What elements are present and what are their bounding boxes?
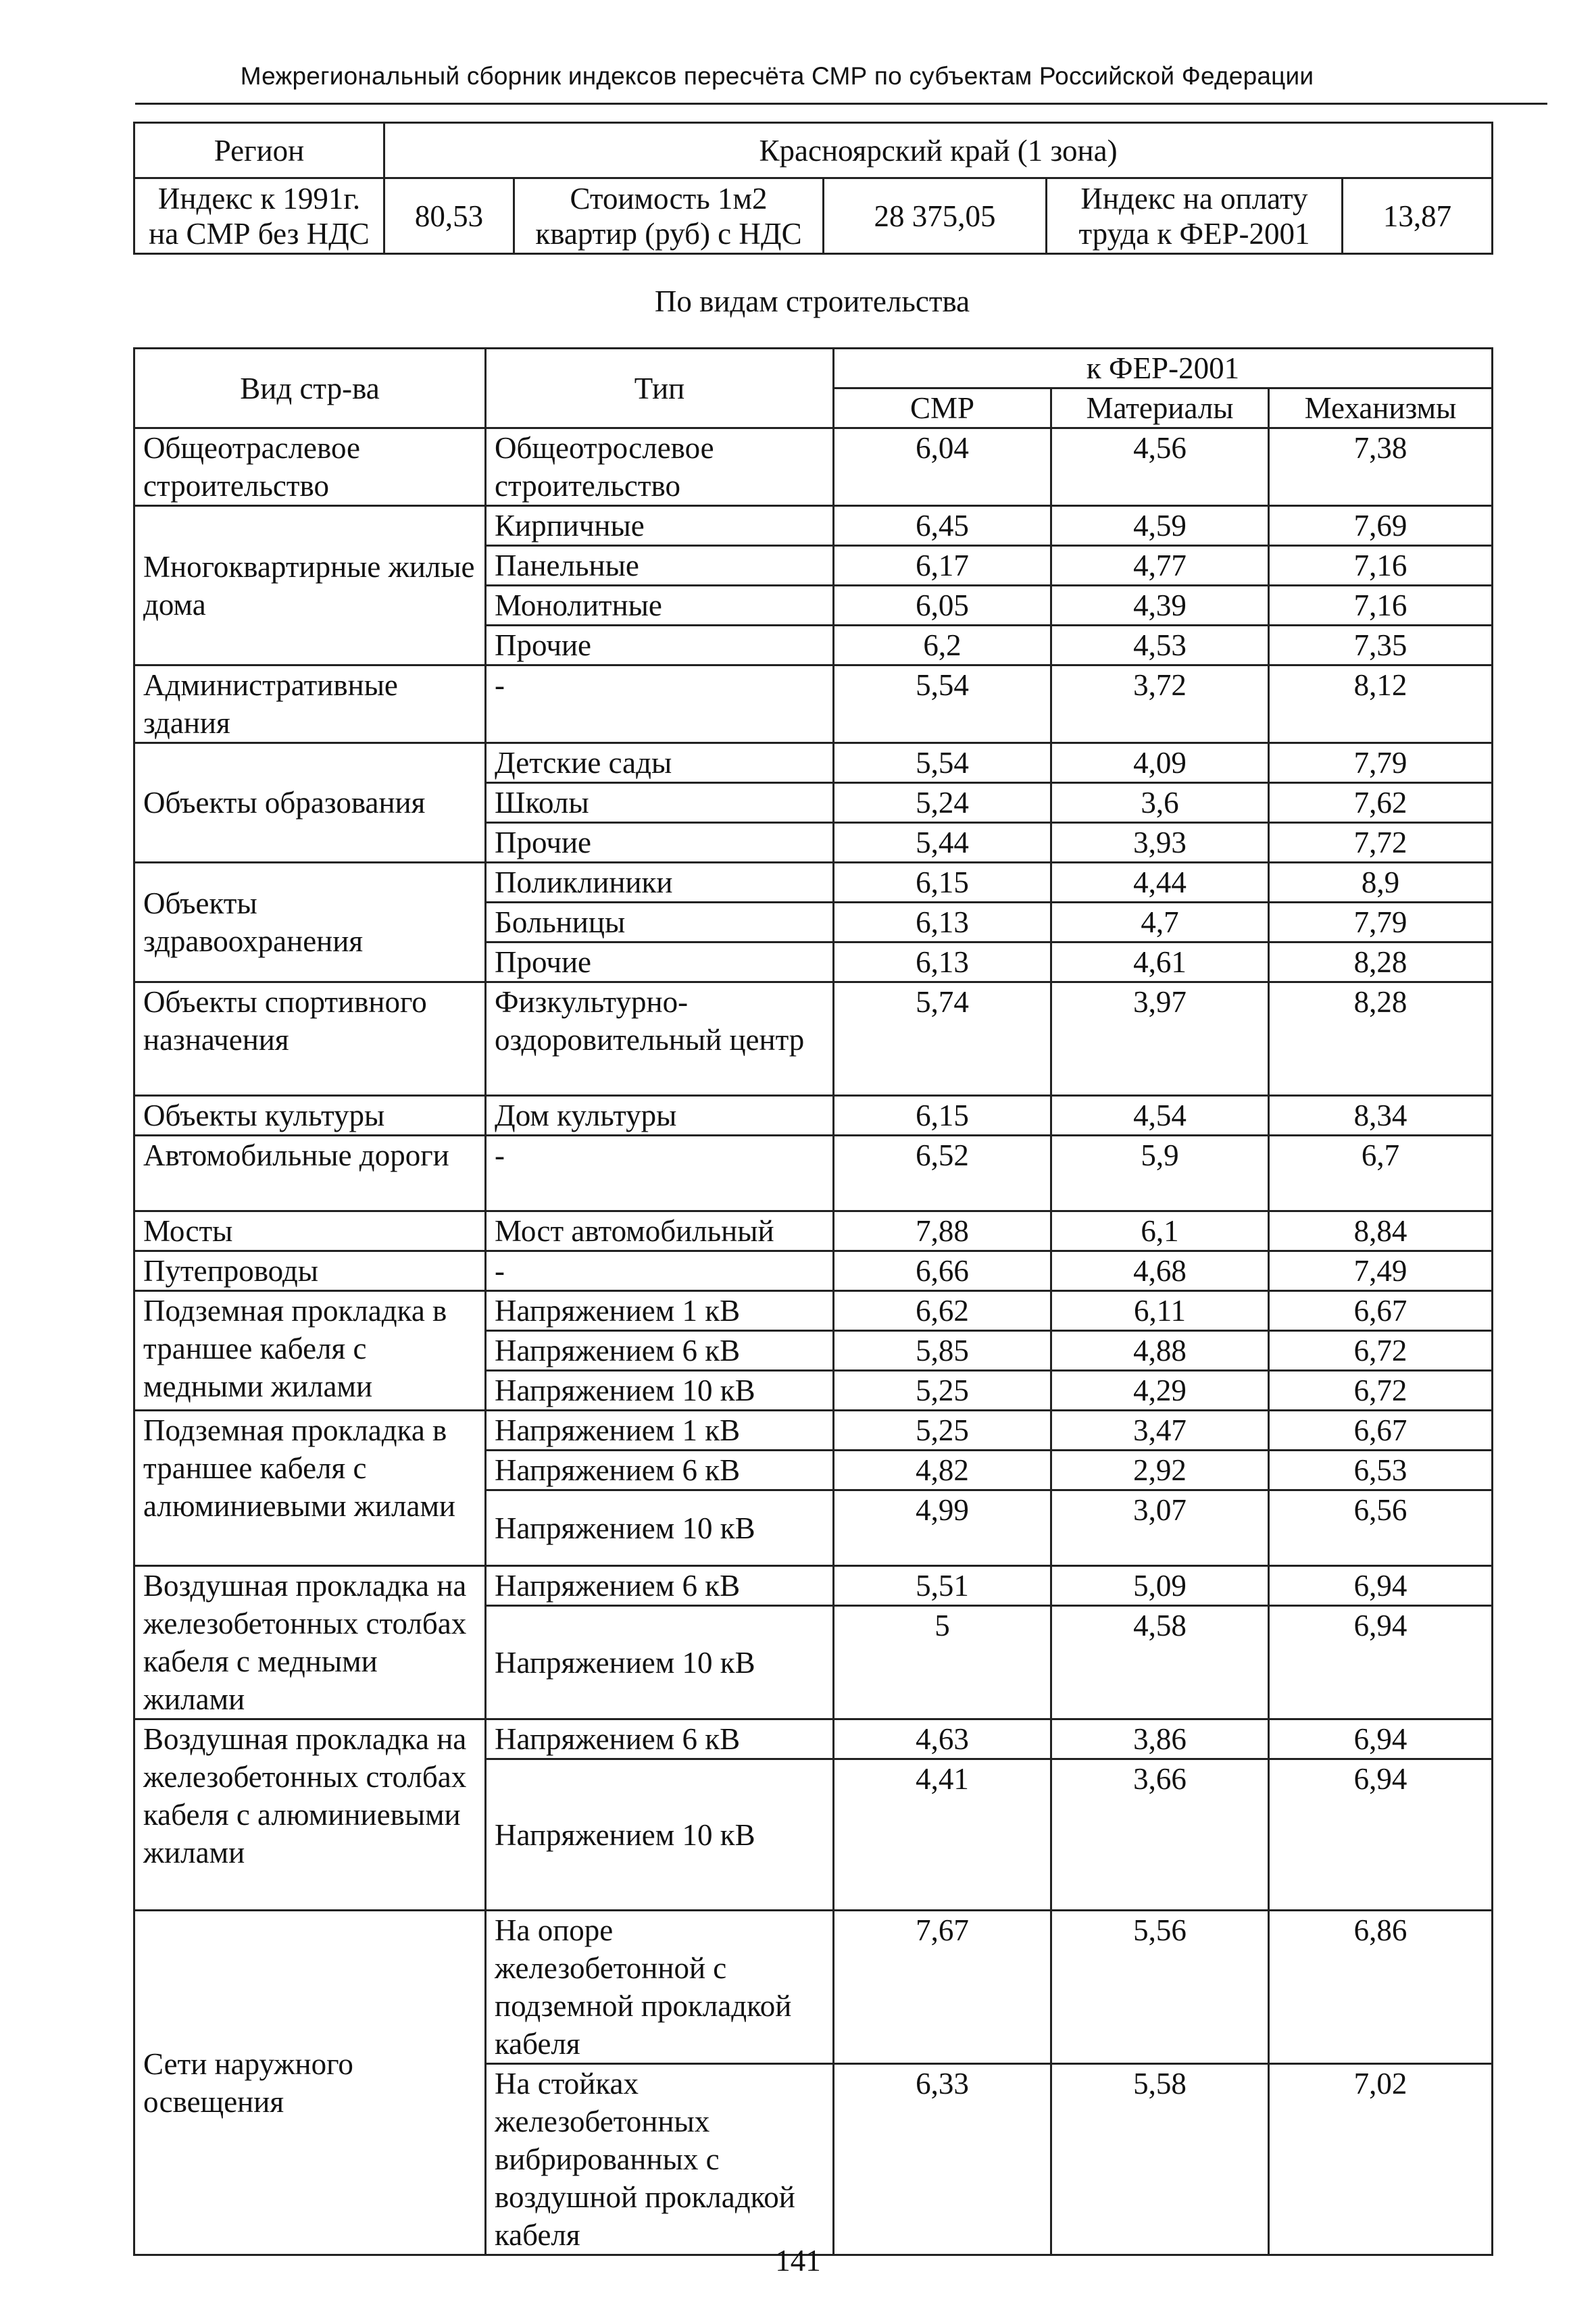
cell-machines: 7,49 [1269,1251,1493,1291]
cell-materials: 5,9 [1051,1136,1269,1211]
table-row [134,1211,1493,1251]
cell-materials: 2,92 [1051,1451,1269,1490]
cell-type: Больницы [486,903,834,942]
section-subtitle: По видам строительства [654,284,970,318]
cell-type: Физкультурно-оздоровительный центр [486,982,834,1096]
region-label: Регион [134,123,384,178]
cell-smr: 5 [834,1606,1051,1719]
cell-materials: 3,47 [1051,1411,1269,1451]
cell-smr: 4,82 [834,1451,1051,1490]
cell-machines: 6,94 [1269,1759,1493,1911]
column-header-materials: Материалы [1051,388,1269,428]
cell-machines: 6,94 [1269,1719,1493,1759]
column-header-type: Тип [486,349,834,428]
cell-type: Панельные [486,546,834,586]
cell-type: Напряжением 6 кВ [486,1331,834,1371]
cell-smr: 5,44 [834,823,1051,863]
cell-materials: 4,56 [1051,428,1269,506]
index-1991-label: Индекс к 1991г. на СМР без НДС [134,178,384,254]
cell-type: Детские сады [486,743,834,783]
cell-kind: Путепроводы [134,1251,486,1291]
table-row [134,863,1493,903]
cell-materials: 4,29 [1051,1371,1269,1411]
cell-machines: 7,79 [1269,743,1493,783]
index-table [133,347,1493,2256]
column-header-machines: Механизмы [1269,388,1493,428]
cell-machines: 6,67 [1269,1411,1493,1451]
cell-machines: 8,28 [1269,942,1493,982]
region-value: Красноярский край (1 зона) [384,123,1493,178]
column-header-group: к ФЕР-2001 [834,349,1493,388]
cell-smr: 5,85 [834,1331,1051,1371]
cell-type: Напряжением 10 кВ [486,1606,834,1719]
cell-materials: 5,58 [1051,2064,1269,2255]
cell-materials: 4,39 [1051,586,1269,626]
cell-type: Напряжением 6 кВ [486,1451,834,1490]
cell-materials: 5,56 [1051,1911,1269,2064]
header-rule [135,103,1547,105]
cell-materials: 5,09 [1051,1566,1269,1606]
table-row [134,428,1493,506]
cell-kind: Объекты спортивного назначения [134,982,486,1096]
cell-smr: 6,66 [834,1251,1051,1291]
cell-type: Напряжением 6 кВ [486,1566,834,1606]
cell-kind: Подземная прокладка в траншее кабеля с медными жилами [134,1291,486,1411]
cell-kind: Мосты [134,1211,486,1251]
cell-type: Напряжением 10 кВ [486,1490,834,1566]
cell-smr: 5,51 [834,1566,1051,1606]
cell-type: На стойках железобетонных вибрированных с воздушной прокладкой кабеля [486,2064,834,2255]
cell-smr: 6,13 [834,903,1051,942]
cell-type: Кирпичные [486,506,834,546]
table-row [134,1411,1493,1451]
cell-machines: 6,86 [1269,1911,1493,2064]
cell-machines: 8,28 [1269,982,1493,1096]
cell-materials: 3,97 [1051,982,1269,1096]
cell-materials: 4,88 [1051,1331,1269,1371]
cost-value: 28 375,05 [824,178,1047,254]
cell-materials: 3,07 [1051,1490,1269,1566]
cell-smr: 5,74 [834,982,1051,1096]
region-info-table [133,122,1493,255]
table-row [134,1911,1493,2064]
cell-machines: 7,69 [1269,506,1493,546]
cell-type: Прочие [486,942,834,982]
column-header-kind: Вид стр-ва [134,349,486,428]
index-1991-value: 80,53 [384,178,514,254]
cell-machines: 7,72 [1269,823,1493,863]
cell-machines: 8,34 [1269,1096,1493,1136]
cell-type: Мост автомобильный [486,1211,834,1251]
cell-machines: 8,12 [1269,665,1493,743]
table-row [134,982,1493,1096]
cell-machines: 7,16 [1269,546,1493,586]
cell-kind: Объекты культуры [134,1096,486,1136]
cell-machines: 6,94 [1269,1566,1493,1606]
cell-kind: Общеотраслевое строительство [134,428,486,506]
cell-materials: 4,61 [1051,942,1269,982]
table-row [134,1291,1493,1331]
cell-materials: 3,6 [1051,783,1269,823]
cell-type: - [486,1251,834,1291]
cell-machines: 8,84 [1269,1211,1493,1251]
cell-smr: 5,25 [834,1411,1051,1451]
cell-smr: 6,45 [834,506,1051,546]
cell-machines: 7,79 [1269,903,1493,942]
labor-index-value: 13,87 [1343,178,1493,254]
cell-machines: 6,72 [1269,1371,1493,1411]
cell-smr: 5,54 [834,743,1051,783]
page-number: 141 [775,2244,821,2278]
cell-machines: 7,62 [1269,783,1493,823]
cell-kind: Административные здания [134,665,486,743]
cell-smr: 6,62 [834,1291,1051,1331]
cell-type: Напряжением 1 кВ [486,1411,834,1451]
cell-materials: 4,53 [1051,626,1269,665]
cell-materials: 4,54 [1051,1096,1269,1136]
table-row [134,665,1493,743]
cell-materials: 4,44 [1051,863,1269,903]
cell-smr: 6,33 [834,2064,1051,2255]
cell-smr: 6,2 [834,626,1051,665]
cell-type: Школы [486,783,834,823]
cell-smr: 6,15 [834,863,1051,903]
table-row [134,1251,1493,1291]
cell-type: Напряжением 6 кВ [486,1719,834,1759]
cell-machines: 6,53 [1269,1451,1493,1490]
cell-materials: 4,7 [1051,903,1269,942]
cell-smr: 4,63 [834,1719,1051,1759]
cell-kind: Подземная прокладка в траншее кабеля с алюминиевыми жилами [134,1411,486,1566]
cell-kind: Сети наружного освещения [134,1911,486,2255]
cell-type: Общеотрослевое строительство [486,428,834,506]
table-row [134,506,1493,546]
cell-smr: 5,54 [834,665,1051,743]
cell-kind: Объекты здравоохранения [134,863,486,982]
cell-smr: 6,17 [834,546,1051,586]
cell-machines: 7,35 [1269,626,1493,665]
cell-machines: 8,9 [1269,863,1493,903]
cell-smr: 5,24 [834,783,1051,823]
cell-type: Напряжением 10 кВ [486,1371,834,1411]
cell-kind: Многоквартирные жилые дома [134,506,486,665]
cell-materials: 4,09 [1051,743,1269,783]
cell-type: Прочие [486,823,834,863]
cell-machines: 6,72 [1269,1331,1493,1371]
cell-type: На опоре железобетонной с подземной прокладкой кабеля [486,1911,834,2064]
cell-machines: 6,94 [1269,1606,1493,1719]
cell-smr: 7,88 [834,1211,1051,1251]
cell-materials: 4,59 [1051,506,1269,546]
table-row [134,1136,1493,1211]
cell-materials: 6,1 [1051,1211,1269,1251]
cell-type: Монолитные [486,586,834,626]
table-row [134,1719,1493,1759]
cell-kind: Автомобильные дороги [134,1136,486,1211]
cell-smr: 6,04 [834,428,1051,506]
cell-materials: 6,11 [1051,1291,1269,1331]
cell-type: - [486,1136,834,1211]
cell-machines: 7,38 [1269,428,1493,506]
cell-smr: 4,99 [834,1490,1051,1566]
cell-kind: Воздушная прокладка на железобетонных столбах кабеля с медными жилами [134,1566,486,1719]
cell-smr: 6,52 [834,1136,1051,1211]
cell-smr: 6,13 [834,942,1051,982]
table-row [134,743,1493,783]
cell-materials: 3,72 [1051,665,1269,743]
cell-smr: 7,67 [834,1911,1051,2064]
cell-materials: 3,66 [1051,1759,1269,1911]
cell-smr: 4,41 [834,1759,1051,1911]
document-header: Межрегиональный сборник индексов пересчёта СМР по субъектам Российской Федерации [240,62,1314,90]
cell-type: - [486,665,834,743]
cell-materials: 4,77 [1051,546,1269,586]
cell-machines: 6,56 [1269,1490,1493,1566]
labor-index-label: Индекс на оплату труда к ФЕР-2001 [1047,178,1343,254]
column-header-smr: СМР [834,388,1051,428]
cell-materials: 4,58 [1051,1606,1269,1719]
cell-machines: 7,16 [1269,586,1493,626]
cell-materials: 3,86 [1051,1719,1269,1759]
cell-type: Напряжением 1 кВ [486,1291,834,1331]
cell-materials: 4,68 [1051,1251,1269,1291]
cell-smr: 6,15 [834,1096,1051,1136]
cell-kind: Объекты образования [134,743,486,863]
cost-label: Стоимость 1м2 квартир (руб) с НДС [514,178,824,254]
table-body [134,428,1493,2255]
table-row [134,1566,1493,1606]
cell-machines: 7,02 [1269,2064,1493,2255]
cell-type: Напряжением 10 кВ [486,1759,834,1911]
cell-smr: 5,25 [834,1371,1051,1411]
cell-type: Прочие [486,626,834,665]
cell-machines: 6,7 [1269,1136,1493,1211]
cell-type: Дом культуры [486,1096,834,1136]
cell-smr: 6,05 [834,586,1051,626]
cell-type: Поликлиники [486,863,834,903]
cell-machines: 6,67 [1269,1291,1493,1331]
table-row [134,1096,1493,1136]
cell-kind: Воздушная прокладка на железобетонных столбах кабеля с алюминиевыми жилами [134,1719,486,1911]
cell-materials: 3,93 [1051,823,1269,863]
